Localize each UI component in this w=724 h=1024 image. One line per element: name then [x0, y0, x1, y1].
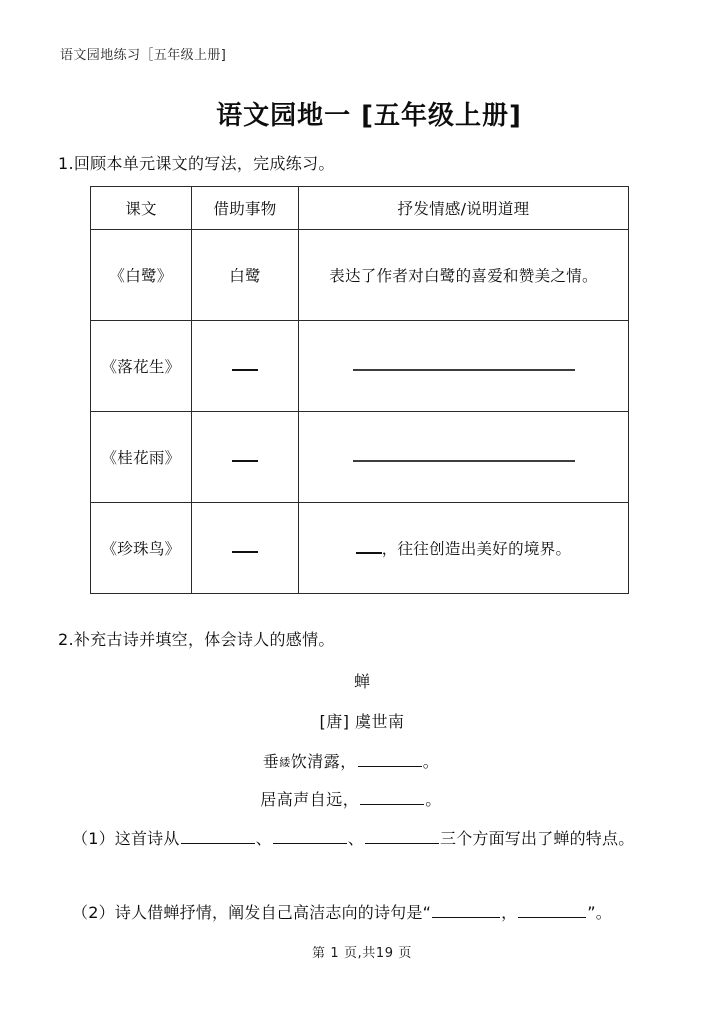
blank-underline[interactable]	[360, 793, 424, 805]
blank-underscore[interactable]	[356, 543, 382, 554]
sub-question-1-sep-1: 、	[255, 829, 272, 848]
sub-question-2-text-a: 诗人借蝉抒情，阐发自己高洁志向的诗句是“	[114, 903, 432, 922]
table-row	[91, 230, 629, 321]
blank-underscore[interactable]	[232, 542, 258, 553]
running-header: 语文园地练习［五年级上册]	[60, 48, 227, 63]
sub-question-1-text-b: 三个方面写出了蝉	[440, 829, 570, 848]
cell-thing-blank[interactable]	[192, 412, 299, 503]
blank-underscore[interactable]	[232, 360, 258, 371]
cell-lesson: 《珍珠鸟》	[91, 503, 192, 594]
sub-question-1-sep-2: 、	[347, 829, 364, 848]
sub-question-1-label: （1）	[72, 829, 115, 848]
cell-lesson: 《桂花雨》	[91, 412, 192, 503]
sub-question-2-sep-1: ，	[501, 903, 518, 922]
table-header-feeling: 抒发情感/说明道理	[299, 187, 629, 230]
cell-feeling-text: ，往往创造出美好的境界。	[381, 540, 572, 558]
sub-question-2	[58, 896, 670, 930]
blank-underline[interactable]	[358, 755, 422, 767]
table-header-lesson: 课文	[91, 187, 192, 230]
cell-thing: 白鹭	[192, 230, 299, 321]
poem-line-2	[0, 788, 724, 812]
sub-question-1-text-c: 的特点。	[569, 829, 635, 848]
poem-rare-char: 緌	[279, 756, 291, 769]
table-header-thing: 借助事物	[192, 187, 299, 230]
cell-feeling-partial[interactable]	[299, 503, 629, 594]
cell-lesson: 《白鹭》	[91, 230, 192, 321]
sub-question-1-text-a: 这首诗从	[114, 829, 180, 848]
cell-thing-blank[interactable]	[192, 321, 299, 412]
table-row	[91, 503, 629, 594]
lesson-summary-table	[90, 186, 629, 594]
poem-line-1-after: 饮清露，	[290, 752, 357, 771]
cell-feeling-blank[interactable]	[299, 412, 629, 503]
page-title: 语文园地一 [五年级上册]	[216, 101, 522, 131]
sub-question-1	[58, 822, 670, 856]
table-row	[91, 321, 629, 412]
sub-question-2-label: （2）	[72, 903, 115, 922]
blank-underline[interactable]	[365, 831, 439, 844]
poem-line-2-before: 居高声自远，	[260, 790, 360, 809]
blank-underline[interactable]	[273, 831, 347, 844]
poem-line-2-end: 。	[425, 790, 442, 809]
poem-author: [唐] 虞世南	[319, 712, 405, 731]
cell-feeling-blank[interactable]	[299, 321, 629, 412]
table-header-row	[91, 187, 629, 230]
blank-underline[interactable]	[432, 905, 500, 918]
poem-line-1-end: 。	[422, 752, 440, 771]
cell-lesson: 《落花生》	[91, 321, 192, 412]
blank-underline[interactable]	[353, 450, 575, 462]
cell-thing-blank[interactable]	[192, 503, 299, 594]
blank-underline[interactable]	[518, 905, 586, 918]
lesson-summary-table-wrap	[90, 186, 628, 594]
poem-line-1	[0, 750, 724, 775]
cell-feeling: 表达了作者对白鹭的喜爱和赞美之情。	[299, 230, 629, 321]
blank-underline[interactable]	[353, 359, 575, 371]
blank-underscore[interactable]	[232, 451, 258, 462]
question-1-prompt: 1.回顾本单元课文的写法，完成练习。	[58, 154, 335, 173]
poem-title: 蝉	[353, 672, 370, 691]
table-row	[91, 412, 629, 503]
page-footer: 第 1 页,共19 页	[312, 946, 412, 961]
poem-line-1-before: 垂	[262, 752, 280, 771]
blank-underline[interactable]	[181, 831, 255, 844]
sub-question-2-text-b: ”。	[587, 903, 612, 922]
question-2-prompt: 2.补充古诗并填空，体会诗人的感情。	[58, 630, 335, 649]
